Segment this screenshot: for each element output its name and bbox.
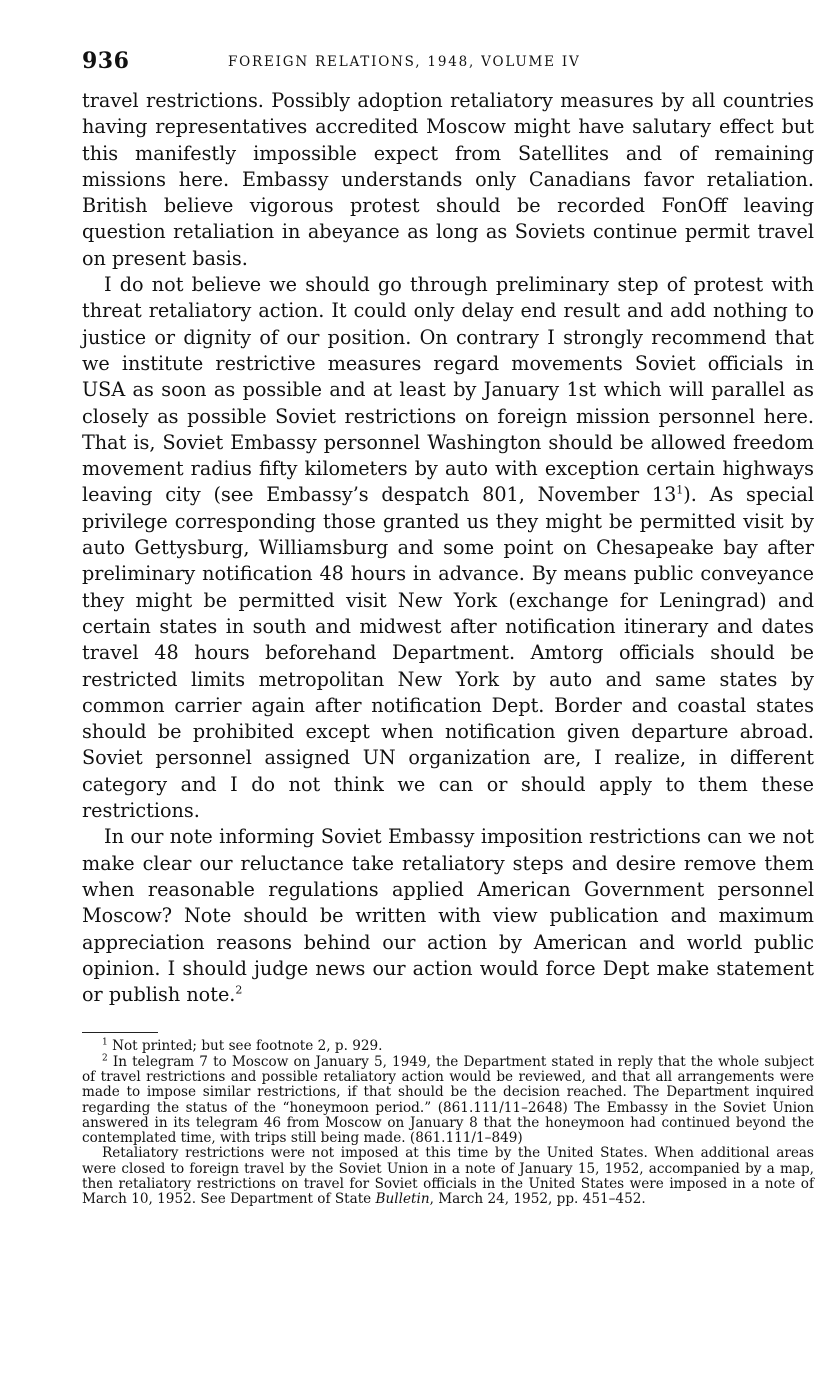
footnote-divider — [82, 1032, 158, 1033]
paragraph-note — [82, 824, 814, 1008]
footnote-text: , March 24, 1952, pp. 451–452. — [429, 1191, 646, 1208]
footnote-text: In telegram 7 to Moscow on January 5, 1949, the Department stated in reply that the whole subject of travel restrictions and possible retaliatory action would be reviewed, and that all arrangements were made to impose similar restrictions, if that should be the decision reached. The Department inquired regarding the status of the “honeymoon period.” (861.111/11–2648) The Embassy in the Soviet Union answered in its telegram 46 from Moscow on January 8 that the honeymoon had continued beyond the contemplated time, with trips still being made. (861.111/1–849) — [82, 1053, 814, 1147]
footnote-reference-2: 2 — [235, 983, 243, 997]
footnote-1 — [82, 1039, 814, 1054]
paragraph-text: In our note informing Soviet Embassy imposition restrictions can we not make clear our reluctance take retaliatory steps and desire remove them when reasonable regulations applied American Government personnel Moscow? Note should be written with view publication and maximum appreciation reasons behind our action by American and world public opinion. I should judge news our action would force Dept make statement or publish note. — [82, 825, 814, 1007]
footnote-mark: 1 — [102, 1037, 108, 1048]
footnote-text: Not printed; but see footnote 2, p. 929. — [112, 1038, 383, 1055]
paragraph-text: ). As special privilege corresponding those granted us they might be permitted visit by auto Gettysburg, Williamsburg and some point on Chesapeake bay after preliminary notification 48 hours in advance. By means public conveyance they might be permitted visit New York (exchange for Leningrad) and certain states in south and midwest after notification itinerary and dates travel 48 hours beforehand Department. Amtorg officials should be restricted limits metropolitan New York by auto and same states by common carrier again after notification Dept. Border and coastal states should be prohibited except when notification given departure abroad. Soviet personnel assigned UN organization are, I realize, in different category and I do not think we can or should apply to them these restrictions. — [82, 483, 814, 823]
footnote-reference-1: 1 — [676, 484, 684, 498]
footnote-2-continuation — [82, 1146, 814, 1207]
page-number: 936 — [82, 48, 130, 74]
footnote-mark: 2 — [102, 1053, 108, 1064]
page-header — [82, 48, 814, 88]
footnotes — [82, 1039, 814, 1207]
footnote-text: Retaliatory restrictions were not imposed at this time by the United States. When additional areas were closed to foreign travel by the Soviet Union in a note of January 15, 1952, accompanied by a map, then retaliatory restrictions on travel for Soviet officials in the United States were imposed in a note of March 10, 1952. See Department of State — [82, 1145, 814, 1208]
paragraph-text: travel restrictions. Possibly adoption retaliatory measures by all countries having representatives accredited Moscow might have salutary effect but this manifestly impossible expect from Satellites and of remaining missions here. Embassy understands only Canadians favor retaliation. British believe vigorous protest should be recorded FonOff leaving question retaliation in abeyance as long as Soviets continue permit travel on present basis. — [82, 89, 814, 270]
running-head: FOREIGN RELATIONS, 1948, VOLUME IV — [228, 54, 581, 70]
document-page — [82, 48, 814, 1208]
footnote-2 — [82, 1055, 814, 1147]
body-text — [82, 88, 814, 1008]
paragraph-text: I do not believe we should go through preliminary step of protest with threat retaliatory action. It could only delay end result and add nothing to justice or dignity of our position. On contrary I strongly recommend that we institute restrictive measures regard movements Soviet officials in USA as soon as possible and at least by January 1st which will parallel as closely as possible Soviet restrictions on foreign mission personnel here. That is, Soviet Embassy personnel Washington should be allowed freedom movement radius fifty kilometers by auto with exception certain highways leaving city (see Embassy’s despatch 801, November 13 — [82, 273, 814, 507]
paragraph-recommendation — [82, 272, 814, 824]
publication-title: Bulletin — [375, 1191, 430, 1208]
paragraph-continued — [82, 88, 814, 272]
